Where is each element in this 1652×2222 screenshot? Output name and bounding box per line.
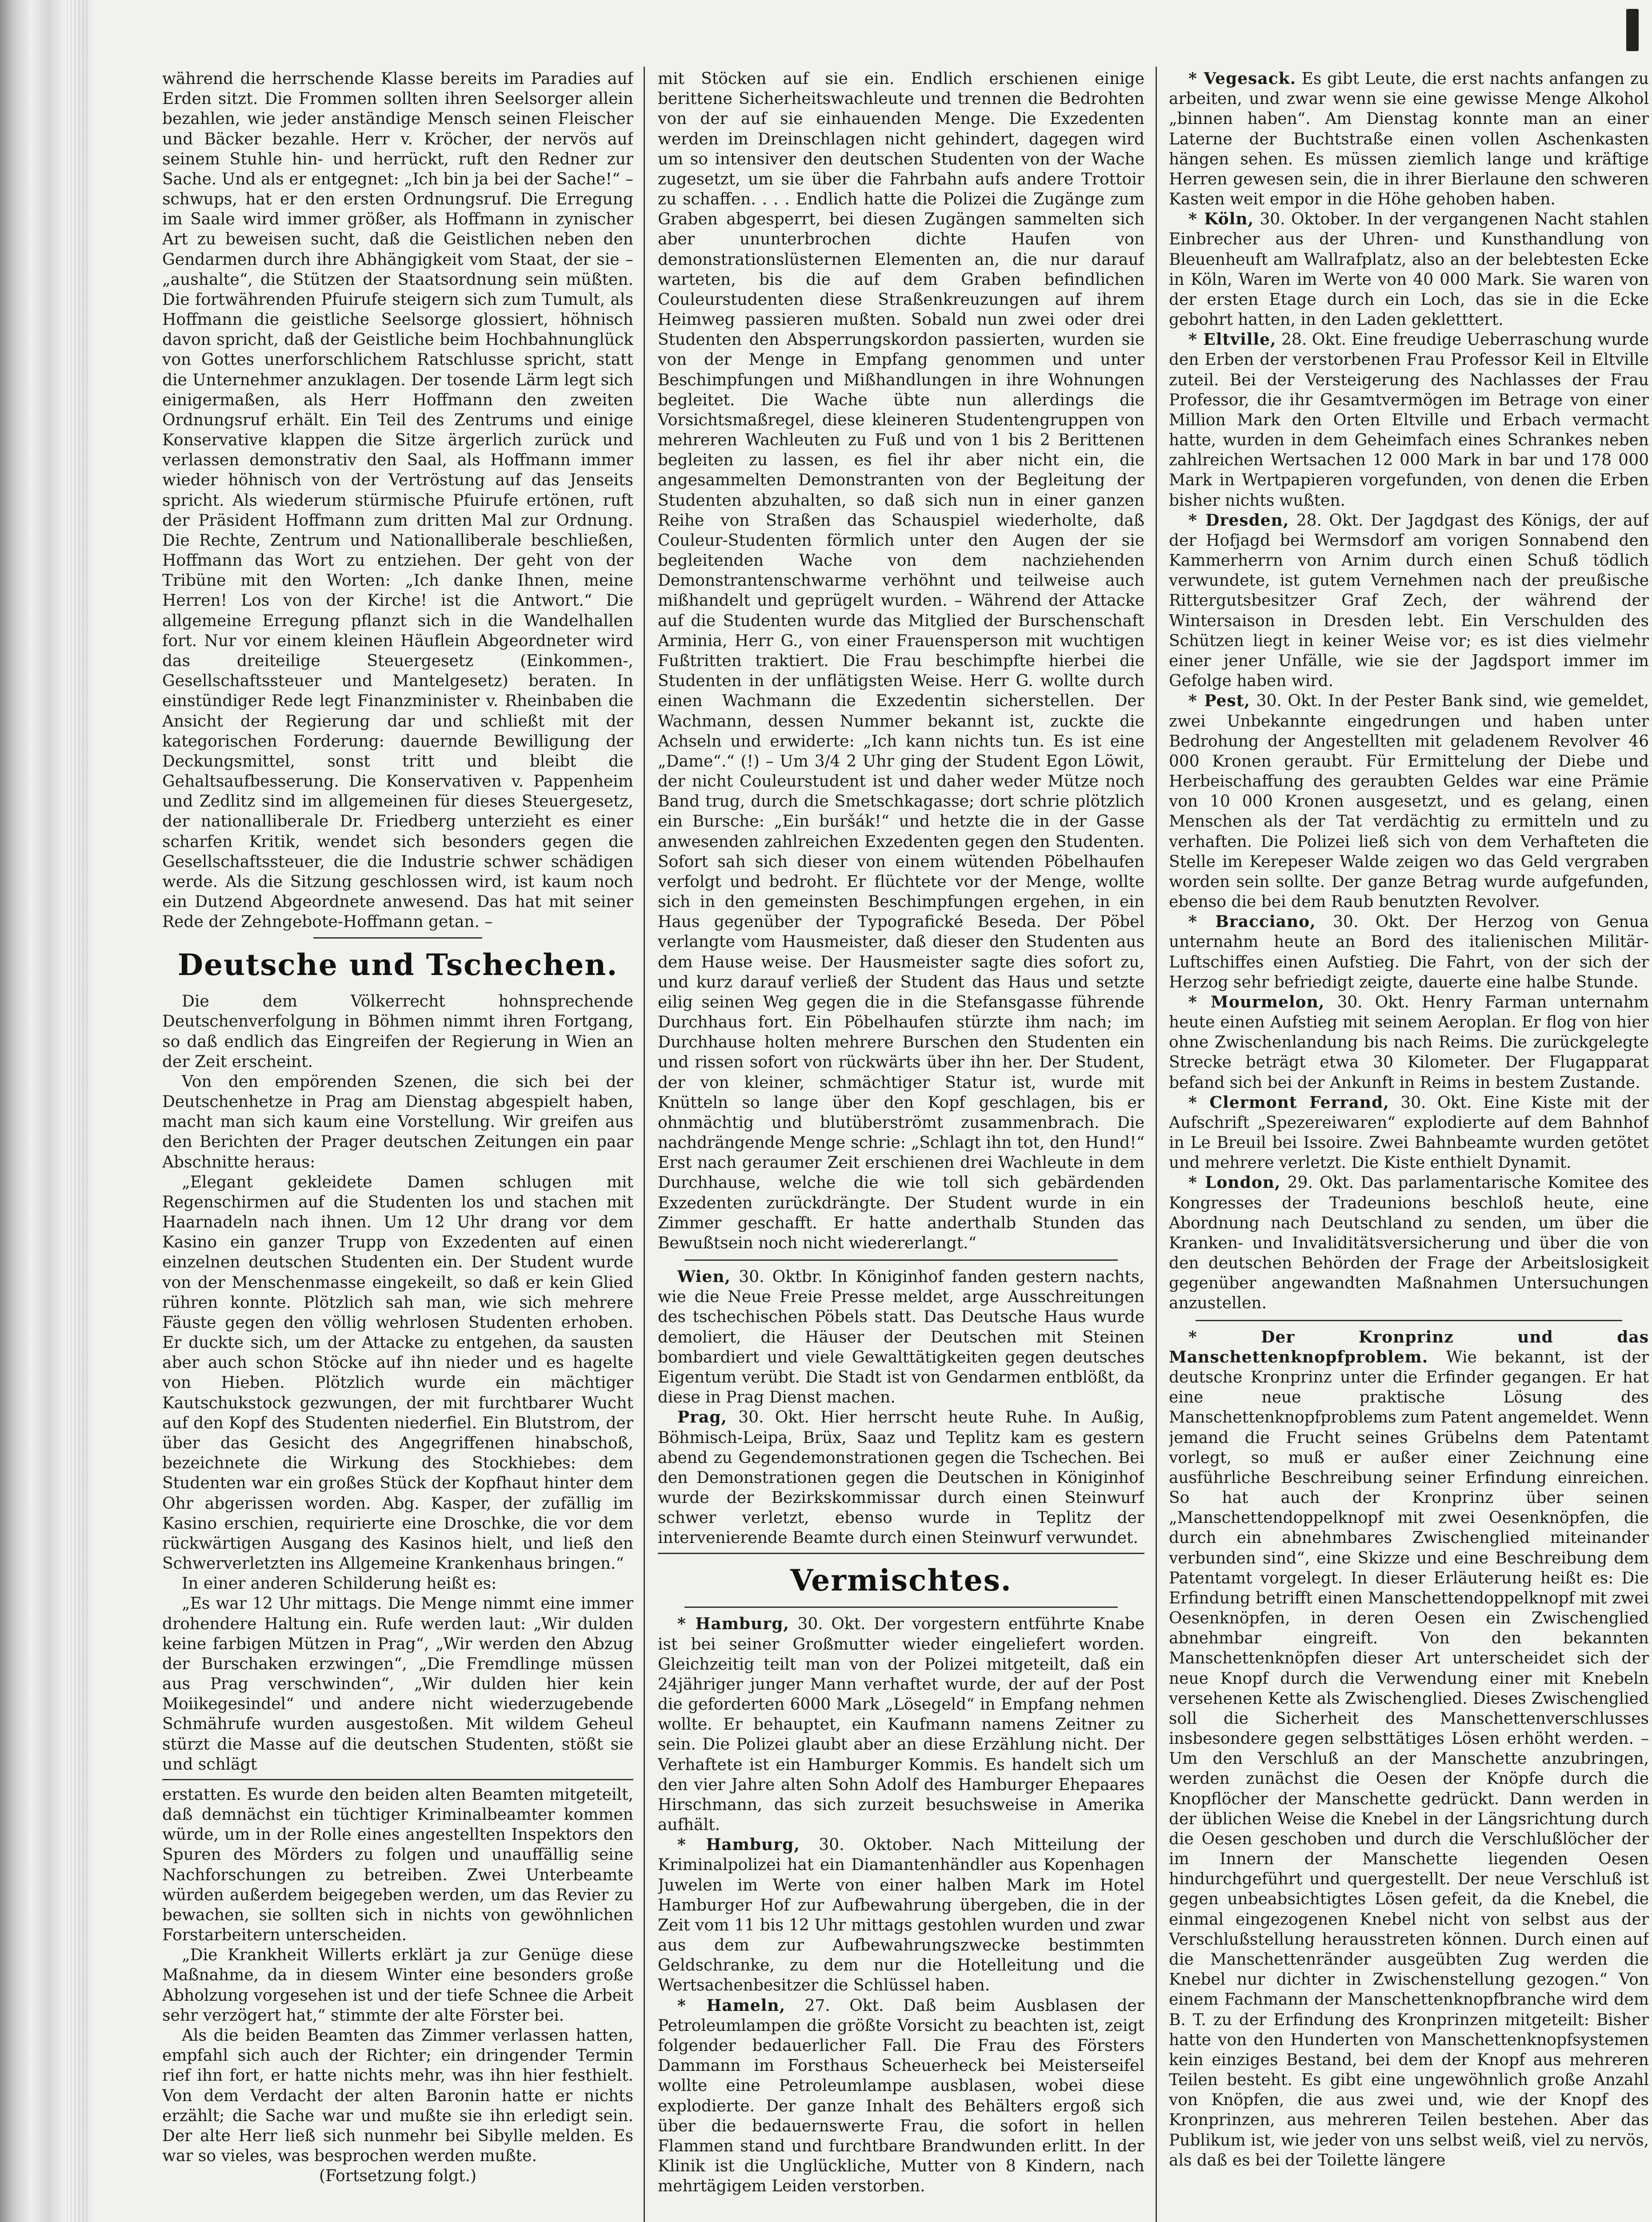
news-text: 27. Okt. Daß beim Ausblasen der Petroleumlampen die größte Vorsicht zu beachten ist, zeigt folgender bedauerlicher Fall. Die Frau des Försters Dammann im Forsthaus Scheuerheck bei Meisterseifel wollte eine Petroleumlampe ausblasen, wobei diese explodierte. Der ganze Inhalt des Behälters ergoß sich über die bedauernswerte Frau, die sofort in hellen Flammen stand und furchtbare Brandwunden erlitt. In der Klinik ist die Unglückliche, Mutter von 8 Kindern, nach mehrtägigem Leiden verstorben. [658,1996,1144,2196]
dateline: * Der Kronprinz und das Manschettenknopfproblem. [1169,1327,1649,1367]
divider [658,1553,1144,1554]
dateline: * Dresden, [1188,511,1289,530]
dateline: * Pest, [1188,691,1250,711]
news-item-mourmelon [1169,992,1649,1093]
dateline: * Eltville, [1188,330,1276,349]
article-text: Von den empörenden Szenen, die sich bei der Deutschenhetze in Prag am Dienstag abgespielt haben, macht man sich kaum eine Vorstellung. Wir greifen aus den Berichten der Prager deutschen Zeitungen ein paar Abschnitte heraus: [162,1072,633,1171]
news-text: 30. Okt. Hier herrscht heute Ruhe. In Außig, Böhmisch-Leipa, Brüx, Saaz und Teplitz kam es gestern abend zu Gegendemonstrationen gegen die Tschechen. Bei den Demonstrationen gegen die Deutschen in Königinhof wurde der Bezirkskommissar durch einen Steinwurf schwer verletzt, ebenso wurde in Teplitz der intervenierende Beamte durch einen Steinwurf verwundet. [658,1408,1144,1547]
news-text: 30. Okt. Eine Kiste mit der Aufschrift „Spezereiwaren“ explodierte auf dem Bahnhof in Le Breuil bei Issoire. Zwei Bahnbeamte wurden getötet und mehrere verletzt. Die Kiste enthielt Dynamit. [1169,1093,1649,1172]
news-text: Wie bekannt, ist der deutsche Kronprinz unter die Erfinder gegangen. Er hat eine neue praktische Lösung des Manschettenknopfproblems zum Patent angemeldet. Wenn jemand die Frucht seines Grübelns dem Patentamt vorlegt, so muß er außer einer Zeichnung eine ausführliche Beschreibung seiner Erfindung einreichen. So hat auch der Kronprinz über seinen „Manschettendoppelknopf mit zwei Oesenknöpfen, die durch ein abnehmbares Zwischenglied miteinander verbunden sind“, eine Skizze und eine Beschreibung dem Patentamt vorgelegt. In dieser Erläuterung heißt es: Die Erfindung betrifft einen Manschettendoppelknopf mit zwei Oesenknöpfen, in deren Oesen ein Zwischenglied abnehmbar eingreift. Von den bekannten Manschettenknöpfen dieser Art unterscheidet sich der neue Knopf durch die Verwendung einer mit Knebeln versehenen Kette als Zwischenglied. Dieses Zwischenglied soll die Sicherheit des Manschettenverschlusses insbesondere gegen selbsttätiges Lösen erhöht werden. – Um den Verschluß an der Manschette anzubringen, werden zunächst die Oesen der Knöpfe durch die Knopflöcher der Manschette gedrückt. Dann werden in der üblichen Weise die Knebel in der Längsrichtung durch die Oesen geschoben und durch die Verschlußlöcher der im Innern der Manschette liegenden Oesen hindurchgeführt und quergestellt. Der neue Verschluß ist gegen unbeabsichtigtes Lösen gefeit, da die Knebel, die einmal eingezogenen Knebel nicht von selbst aus der Verschlußstellung herausstreten können. Durch einen auf die Manschettenränder ausgeübten Zug werden die Knebel nur dichter in Zwischenstellung gezogen.“ Von einem Fachmann der Manschettenknopfbranche wird dem B. T. zu der Erfindung des Kronprinzen mitgeteilt: Bisher hatte von den Hunderten von Manschettenknopfsystemen kein einziges Bestand, bei dem der Knopf aus mehreren Teilen besteht. Es gibt eine ungewöhnlich große Anzahl von Knöpfen, die aus zwei und, wie der Knopf des Kronprinzen, aus mehreren Teilen bestehen. Aber das Publikum ist, wie jeder von uns selbst weiß, viel zu nervös, als daß es bei der Toilette längere [1169,1348,1649,2170]
article-quote: „Elegant gekleidete Damen schlugen mit Regenschirmen auf die Studenten los und stachen mit Haarnadeln nach ihnen. Um 12 Uhr drang vor dem Kasino ein ganzer Trupp von Exzedenten auf einen einzelnen deutschen Studenten ein. Der Student wurde von der Menschenmasse eingekeilt, so daß er kein Glied rühren konnte. Plötzlich sah man, wie sich mehrere Fäuste gegen den völlig wehrlosen Studenten erhoben. Er duckte sich, um der Attacke zu entgehen, da sausten aber auch schon Stöcke auf ihn nieder und es hagelte von Hieben. Plötzlich wurde ein mächtiger Kautschukstock gezwungen, der mit furchtbarer Wucht auf den Kopf des Studenten niederfiel. Ein Blutstrom, der über das Gesicht des Angegriffenen hinabschoß, bezeichnete die Wirkung des Stockhiebes: dem Studenten war ein großes Stück der Kopfhaut hinter dem Ohr abgerissen worden. Abg. Kasper, der zufällig im Kasino erschien, requirierte eine Droschke, die vor dem rückwärtigen Ausgang des Kasinos hielt, und ließ den Schwerverletzten ins Allgemeine Krankenhaus bringen.“ [162,1173,633,1573]
news-item-bracciano [1169,912,1649,992]
dateline: * London, [1188,1173,1281,1192]
news-text: 28. Okt. Der Jagdgast des Königs, der auf der Hofjagd bei Wermsdorf am vorigen Sonnabend den Kammerherrn von Arnim durch einen Schuß tödlich verwundete, ist gutem Vernehmen nach der preußische Rittergutsbesitzer Graf Zech, der während der Wintersaison in Dresden lebt. Ein Verschulden des Schützen liegt in keiner Weise vor; es ist dies vielmehr einer jener Unfälle, wie sie der Jagdsport immer im Gefolge haben wird. [1169,511,1649,691]
section-heading-vermischtes: Vermischtes. [790,1563,1012,1598]
dateline: * Mourmelon, [1188,992,1325,1011]
serial-novel-text: Als die beiden Beamten das Zimmer verlassen hatten, empfahl sich auch der Richter; ein dringender Termin rief ihn fort, er hatte nichts mehr, was ihn hier festhielt. Von dem Verdacht der alten Baronin hatte er nichts erzählt; die Sache war und mußte sie ihn erledigt sein. Der alte Herr ließ sich nunmehr bei Sibylle melden. Es war so vieles, was besprochen werden mußte. [162,2026,633,2166]
news-item-eltville [1169,330,1649,511]
news-item-pest [1169,691,1649,912]
dateline: Wien, [677,1267,731,1287]
dateline: Prag, [677,1408,728,1427]
binding-texture [67,0,89,2222]
news-item-kronprinz [1169,1327,1649,2170]
dateline: * Hameln, [677,1996,786,2015]
column-right [1169,69,1649,2222]
dateline: * Bracciano, [1188,912,1316,931]
article-text: mit Stöcken auf sie ein. Endlich erschienen einige berittene Sicherheitswachleute und trennen die Bedrohten von der auf sie einhauenden Menge. Die Exzedenten werden im Dreinschlagen nicht gehindert, dagegen wird um so intensiver den deutschen Studenten von der Wache zugesetzt, um sie über die Fahrbahn aufs andere Trottoir zu schaffen. . . . Endlich hatte die Polizei die Zugänge zum Graben abgesperrt, bei diesen Zugängen sammelten sich aber ununterbrochen dichte Haufen von demonstrationslüsternen Elementen an, die nur darauf warteten, bis die auf dem Graben befindlichen Couleurstudenten diese Straßenkreuzungen auf ihrem Heimweg passieren mußten. Sobald nun zwei oder drei Studenten den Absperrungskordon passierten, wurden sie von der Menge in Empfang genommen und unter Beschimpfungen und Mißhandlungen in ihre Wohnungen begleitet. Die Wache übte nun allerdings die Vorsichtsmaßregel, diese kleineren Studentengruppen von mehreren Wachleuten zu Fuß und von 1 bis 2 Berittenen begleiten zu lassen, es fiel ihr aber nicht ein, die angesammelten Demonstranten von der Begleitung der Studenten abzuhalten, so daß sich nun in einer ganzen Reihe von Straßen das Schauspiel wiederholte, daß Couleur-Studenten förmlich unter den Augen der sie begleitenden Wache von dem nachziehenden Demonstrantenschwarme verhöhnt und teilweise auch mißhandelt und geprügelt wurden. – Während der Attacke auf die Studenten wurde das Mitglied der Burschenschaft Arminia, Herr G., von einer Frauensperson mit wuchtigen Fußtritten traktiert. Die Frau beschimpfte hierbei die Studenten in der unflätigsten Weise. Herr G. wollte durch einen Wachmann die Exzedentin sicherstellen. Der Wachmann, dessen Nummer bekannt ist, zuckte die Achseln und erwiderte: „Ich kann nichts tun. Es ist eine „Dame“.“ (!) – Um 3/4 2 Uhr ging der Student Egon Löwit, der nicht Couleurstudent ist und daher weder Mütze noch Band trug, durch die Smetschkagasse; dort schrie plötzlich ein Bursche: „Ein buršák!“ und hetzte die in der Gasse anwesenden zahlreichen Exzedenten gegen den Studenten. Sofort sah sich dieser von einem wütenden Pöbelhaufen verfolgt und bedroht. Er flüchtete vor der Menge, wollte sich in den gemeinsten Beschimpfungen ergehen, in ein Haus gegenüber der Typografické Beseda. Der Pöbel verlangte vom Hausmeister, daß dieser den Studenten aus dem Hause weise. Der Hausmeister sagte dies sofort zu, und kurz darauf verließ der Student das Haus und setzte eilig seinen Weg gegen die in die Stefansgasse führende Durchhaus fort. Ein Pöbelhaufen stürzte ihm nach; im Durchhause holten mehrere Burschen den Studenten ein und rissen sofort von rückwärts über ihn her. Der Student, der von kleiner, schmächtiger Statur ist, wurde mit Knütteln so lange über den Kopf geschlagen, bis er ohnmächtig und blutüberströmt zusammenbrach. Die nachdrängende Menge schrie: „Schlagt ihn tot, den Hund!“ Erst nach geraumer Zeit erschienen drei Wachleute in dem Durchhause, welche die wie toll sich gebärdenden Exzedenten zurückdrängte. Der Student wurde in ein Zimmer geschafft. Er hatte anderthalb Stunden das Bewußtsein noch nicht wiedererlangt.“ [658,70,1144,1252]
divider [313,937,482,939]
section-heading-deutsche-tschechen: Deutsche und Tschechen. [177,947,618,983]
continuation-note: (Fortsetzung folgt.) [319,2167,476,2186]
serial-novel-text: „Die Krankheit Willerts erklärt ja zur Genüge diese Maßnahme, da in diesem Winter eine besonders große Abholzung vorgesehen ist und der tiefe Schnee die Arbeit sehr verzögert hat,“ stimmte der alte Förster bei. [162,1946,633,2025]
news-text: 28. Okt. Eine freudige Ueberraschung wurde den Erben der verstorbenen Frau Professor Keil in Eltville zuteil. Bei der Versteigerung des Nachlasses der Frau Professor, die ihr Gesamtvermögen im Betrage von einer Million Mark den Orten Eltville und Erbach vermacht hatte, wurden in dem Geheimfach eines Schrankes neben zahlreichen Wertsachen 12 000 Mark in bar und 178 000 Mark in Wertpapieren vorgefunden, von denen die Erben bisher nichts wußten. [1169,331,1649,510]
news-text: 30. Okt. Henry Farman unternahm heute einen Aufstieg mit seinem Aeroplan. Er flog von hier ohne Zwischenlandung bis nach Reims. Die zurückgelegte Strecke beträgt etwa 30 Kilometer. Der Flugapparat befand sich bei der Ankunft in Reims in bestem Zustande. [1169,993,1649,1092]
divider [1196,1320,1622,1321]
serial-novel-text: erstatten. Es wurde den beiden alten Beamten mitgeteilt, daß demnächst ein tüchtiger Kriminalbeamter kommen würde, um in der Rolle eines angestellten Inspektors den Spuren des Mörders zu folgen und unauffällig seine Nachforschungen zu betreiben. Zwei Unterbeamte würden außerdem beigegeben werden, um das Revier zu bewachen, sie sollten sich in nichts von gewöhnlichen Forstarbeitern unterscheiden. [162,1785,633,1945]
column-rule-2 [1156,67,1157,2222]
news-item-hamburg-2 [658,1835,1144,1995]
news-text: 30. Oktober. Nach Mitteilung der Kriminalpolizei hat ein Diamantenhändler aus Kopenhagen Juwelen im Werte von einer halben Mark im Hotel Hamburger Hof zur Aufbewahrung übergeben, die in der Zeit vom 11 bis 12 Uhr mittags gestohlen wurden und zwar aus dem zur Aufbewahrungszwecke bestimmten Geldschranke, zu dem nur die Hotelleitung und die Wertsachenbesitzer die Schlüssel haben. [658,1836,1144,1995]
news-item-koeln [1169,209,1649,330]
article-text: In einer anderen Schilderung heißt es: [182,1575,497,1593]
news-item-dresden [1169,511,1649,691]
news-item-prag [658,1407,1144,1548]
column-left [162,69,633,2222]
divider [684,1607,1118,1608]
news-text: 30. Okt. In der Pester Bank sind, wie gemeldet, zwei Unbekannte eingedrungen und haben unter Bedrohung der Angestellten mit geladenem Revolver 46 000 Kronen geraubt. Für Ermittelung der Diebe und Herbeischaffung des geraubten Geldes war eine Prämie von 10 000 Kronen ausgesetzt, und es gelang, einen Menschen als der Tat verdächtig zu ermitteln und zu verhaften. Die Polizei ließ sich von dem Verhafteten die Stelle im Kerepeser Walde zeigen wo das Geld vergraben worden sein sollte. Der ganze Betrag wurde aufgefunden, ebenso die bei dem Raub benutzten Revolver. [1169,692,1649,911]
news-item-clermont-ferrand [1169,1093,1649,1173]
news-text: Es gibt Leute, die erst nachts anfangen zu arbeiten, und zwar wenn sie eine gewisse Menge Alkohol „binnen haben“. Am Dienstag konnte man an einer Laterne der Buchtstraße einen vollen Aschenkasten hängen sehen. Es müssen ziemlich lange und kräftige Herren gewesen sein, die in ihrer Bierlaune den schweren Kasten weit empor in die Höhe gehoben haben. [1169,70,1649,209]
divider [162,1779,633,1780]
news-item-hamburg-1 [658,1614,1144,1835]
article-quote: „Es war 12 Uhr mittags. Die Menge nimmt eine immer drohendere Haltung ein. Rufe werden laut: „Wir dulden keine farbigen Mützen in Prag“, „Wir werden den Abzug der Burschaken erzwingen“, „Die Fremdlinge müssen aus Prag verschwinden“, „Wir dulden hier kein Moiikegesindel“ und andere nicht wiederzugebende Schmährufe wurden ausgestoßen. Mit wildem Geheul stürzt die Masse auf die deutschen Studenten, stößt sie und schlägt [162,1595,633,1774]
article-text: während die herrschende Klasse bereits im Paradies auf Erden sitzt. Die Frommen sollten ihren Seelsorger allein bezahlen, wie jeder anständige Mensch seinen Fleischer und Bäcker bezahle. Herr v. Kröcher, der nervös auf seinem Stuhle hin- und herrückt, ruft den Redner zur Sache. Und als er entgegnet: „Ich bin ja bei der Sache!“ – schwups, hat er den ersten Ordnungsruf. Die Erregung im Saale wird immer größer, als Hoffmann in zynischer Art zu beweisen sucht, daß die Geistlichen neben den Gendarmen durch ihre Abhängigkeit vom Staat, der sie – „aushalte“, die Stützen der Staatsordnung sein müßten. Die fortwährenden Pfuirufe steigern sich zum Tumult, als Hoffmann die geistliche Seelsorge glossiert, höhnisch davon spricht, daß der Geistliche beim Hochbahnunglück von Gottes unerforschlichem Ratschlusse spricht, statt die Unternehmer anzuklagen. Der tosende Lärm legt sich einigermaßen, als Herr Hoffmann den zweiten Ordnungsruf erhält. Ein Teil des Zentrums und einige Konservative klappen die Sitze ärgerlich zurück und verlassen demonstrativ den Saal, als Hoffmann immer wieder höhnisch von der Vertröstung auf das Jenseits spricht. Als wiederum stürmische Pfuirufe ertönen, ruft der Präsident Hoffmann zum dritten Mal zur Ordnung. Die Rechte, Zentrum und Nationalliberale beschließen, Hoffmann das Wort zu entziehen. Der geht von der Tribüne mit den Worten: „Ich danke Ihnen, meine Herren! Los von der Kirche! ist die Antwort.“ Die allgemeine Erregung pflanzt sich in die Wandelhallen fort. Nur vor einem kleinen Häuflein Abgeordneter wird das dreiteilige Steuergesetz (Einkommen-, Gesellschaftssteuer und Mantelgesetz) beraten. In einstündiger Rede legt Finanzminister v. Rheinbaben die Ansicht der Regierung dar und schließt mit der kategorischen Forderung: dauernde Bewilligung der Deckungsmittel, sonst tritt und bleibt die Gehaltsaufbesserung. Die Konservativen v. Pappenheim und Zedlitz sind im allgemeinen für dieses Steuergesetz, der nationalliberale Dr. Friedberg unterzieht es einer scharfen Kritik, wendet sich besonders gegen die Gesellschaftssteuer, die die Industrie schwer schädigen werde. Als die Sitzung geschlossen wird, ist kaum noch ein Dutzend Abgeordnete anwesend. Das hat mit seiner Rede der Zehngebote-Hoffmann getan. – [162,70,633,931]
column-middle [658,69,1144,2222]
page-corner-marker [1626,9,1639,51]
book-binding-edge [0,0,93,2222]
news-text: 30. Oktober. In der vergangenen Nacht stahlen Einbrecher aus der Uhren- und Kunsthandlung von Bleuenheuft am Wallrafplatz, also an der belebtesten Ecke in Köln, Waren im Werte von 40 000 Mark. Sie waren von der ersten Etage durch ein Loch, das sie in die Ecke gebohrt hatten, in den Laden gekletttert. [1169,210,1649,329]
article-text: Die dem Völkerrecht hohnsprechende Deutschenverfolgung in Böhmen nimmt ihren Fortgang, so daß endlich das Eingreifen der Regierung in Wien an der Zeit erscheint. [162,992,633,1071]
news-text: 30. Okt. Der vorgestern entführte Knabe ist bei seiner Großmutter wieder eingeliefert worden. Gleichzeitig teilt man von der Polizei mitgeteilt, daß ein 24jähriger junger Mann verhaftet wurde, der auf der Post die geforderten 6000 Mark „Lösegeld“ in Empfang nehmen wollte. Er behauptet, ein Kaufmann namens Zeitner zu sein. Die Polizei glaubt aber an diese Erzählung nicht. Der Verhaftete ist ein Hamburger Kommis. Es handelt sich um den vier Jahre alten Sohn Adolf des Hamburger Ehepaares Hirschmann, das sich zurzeit besuchsweise in Amerika aufhält. [658,1615,1144,1834]
dateline: * Hamburg, [677,1835,800,1854]
divider [684,1259,1118,1261]
dateline: * Clermont Ferrand, [1188,1093,1389,1112]
dateline: * Köln, [1188,210,1254,229]
dateline: * Vegesack. [1188,69,1296,88]
news-text: 30. Okt. Der Herzog von Genua unternahm heute an Bord des italienischen Militär-Luftschiffes einen Aufstieg. Die Fahrt, von der sich der Herzog sehr befriedigt zeigte, dauerte eine halbe Stunde. [1169,913,1649,991]
news-item-london [1169,1173,1649,1313]
news-item-wien [658,1267,1144,1407]
news-item-hameln [658,1996,1144,2197]
news-item-vegesack [1169,69,1649,209]
dateline: * Hamburg, [677,1615,789,1634]
news-text: 29. Okt. Das parlamentarische Komitee des Kongresses der Tradeunions beschloß heute, eine Abordnung nach Deutschland zu senden, um über die Kranken- und Invaliditätsversicherung und über die von den deutschen Behörden der Frage der Arbeitslosigkeit gegenüber angewandten Maßnahmen Untersuchungen anzustellen. [1169,1174,1649,1313]
column-rule-1 [644,67,645,2222]
news-text: 30. Oktbr. In Königinhof fanden gestern nachts, wie die Neue Freie Presse meldet, arge Ausschreitungen des tschechischen Pöbels statt. Das Deutsche Haus wurde demoliert, die Häuser der Deutschen mit Steinen bombardiert und viele Gewalttätigkeiten gegen deutsches Eigentum verübt. Die Stadt ist von Gendarmen entblößt, da diese in Prag Dienst machen. [658,1268,1144,1407]
